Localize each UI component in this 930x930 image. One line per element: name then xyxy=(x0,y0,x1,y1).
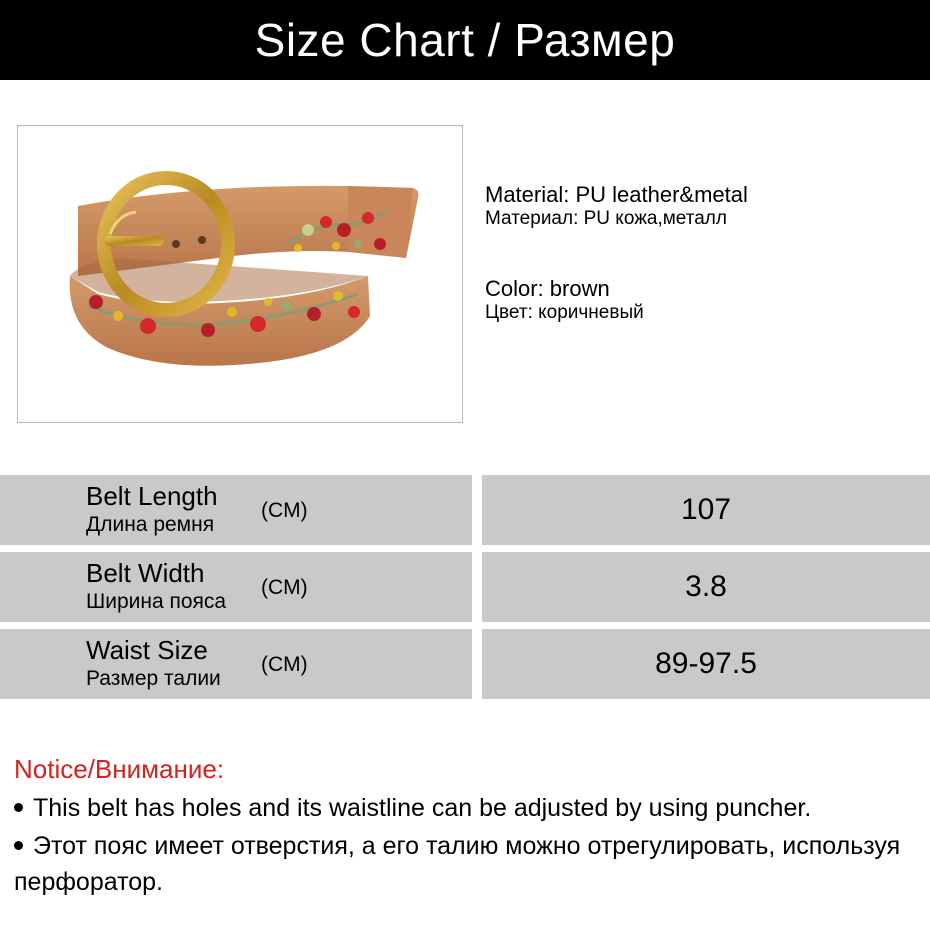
page-title: Size Chart / Размер xyxy=(254,14,676,66)
product-image xyxy=(17,125,463,423)
label-en: Belt Length xyxy=(86,481,218,511)
table-row xyxy=(0,629,930,699)
bullet-dot-icon xyxy=(14,803,23,812)
belt-photo-icon xyxy=(18,126,462,422)
unit-label: (CM) xyxy=(261,499,308,522)
label-ru: Ширина пояса xyxy=(86,590,227,613)
color-spec xyxy=(485,276,644,324)
color-en: Color: brown xyxy=(485,276,610,301)
color-ru: Цвет: коричневый xyxy=(485,302,644,323)
row-label-cell xyxy=(0,475,472,545)
notice-bullet xyxy=(14,828,924,900)
notice-text: This belt has holes and its waistline can be adjusted by using puncher. xyxy=(33,794,812,822)
label-ru: Размер талии xyxy=(86,667,221,690)
material-ru: Материал: PU кожа,металл xyxy=(485,208,727,229)
table-row xyxy=(0,475,930,545)
row-label-cell xyxy=(0,629,472,699)
table-row xyxy=(0,552,930,622)
unit-label: (CM) xyxy=(261,576,308,599)
row-value: 107 xyxy=(482,475,930,545)
material-spec xyxy=(485,182,748,230)
label-ru: Длина ремня xyxy=(86,513,215,536)
row-label-cell xyxy=(0,552,472,622)
row-value: 89-97.5 xyxy=(482,629,930,699)
label-en: Waist Size xyxy=(86,635,208,665)
label-en: Belt Width xyxy=(86,558,205,588)
unit-label: (CM) xyxy=(261,653,308,676)
notice-title: Notice/Внимание: xyxy=(14,754,225,784)
notice-text: Этот пояс имеет отверстия, а его талию можно отрегулировать, используя перфоратор. xyxy=(14,832,901,896)
material-en: Material: PU leather&metal xyxy=(485,182,748,207)
row-value: 3.8 xyxy=(482,552,930,622)
header-bar xyxy=(0,0,930,80)
notice-bullet xyxy=(14,790,811,826)
bullet-dot-icon xyxy=(14,841,23,850)
